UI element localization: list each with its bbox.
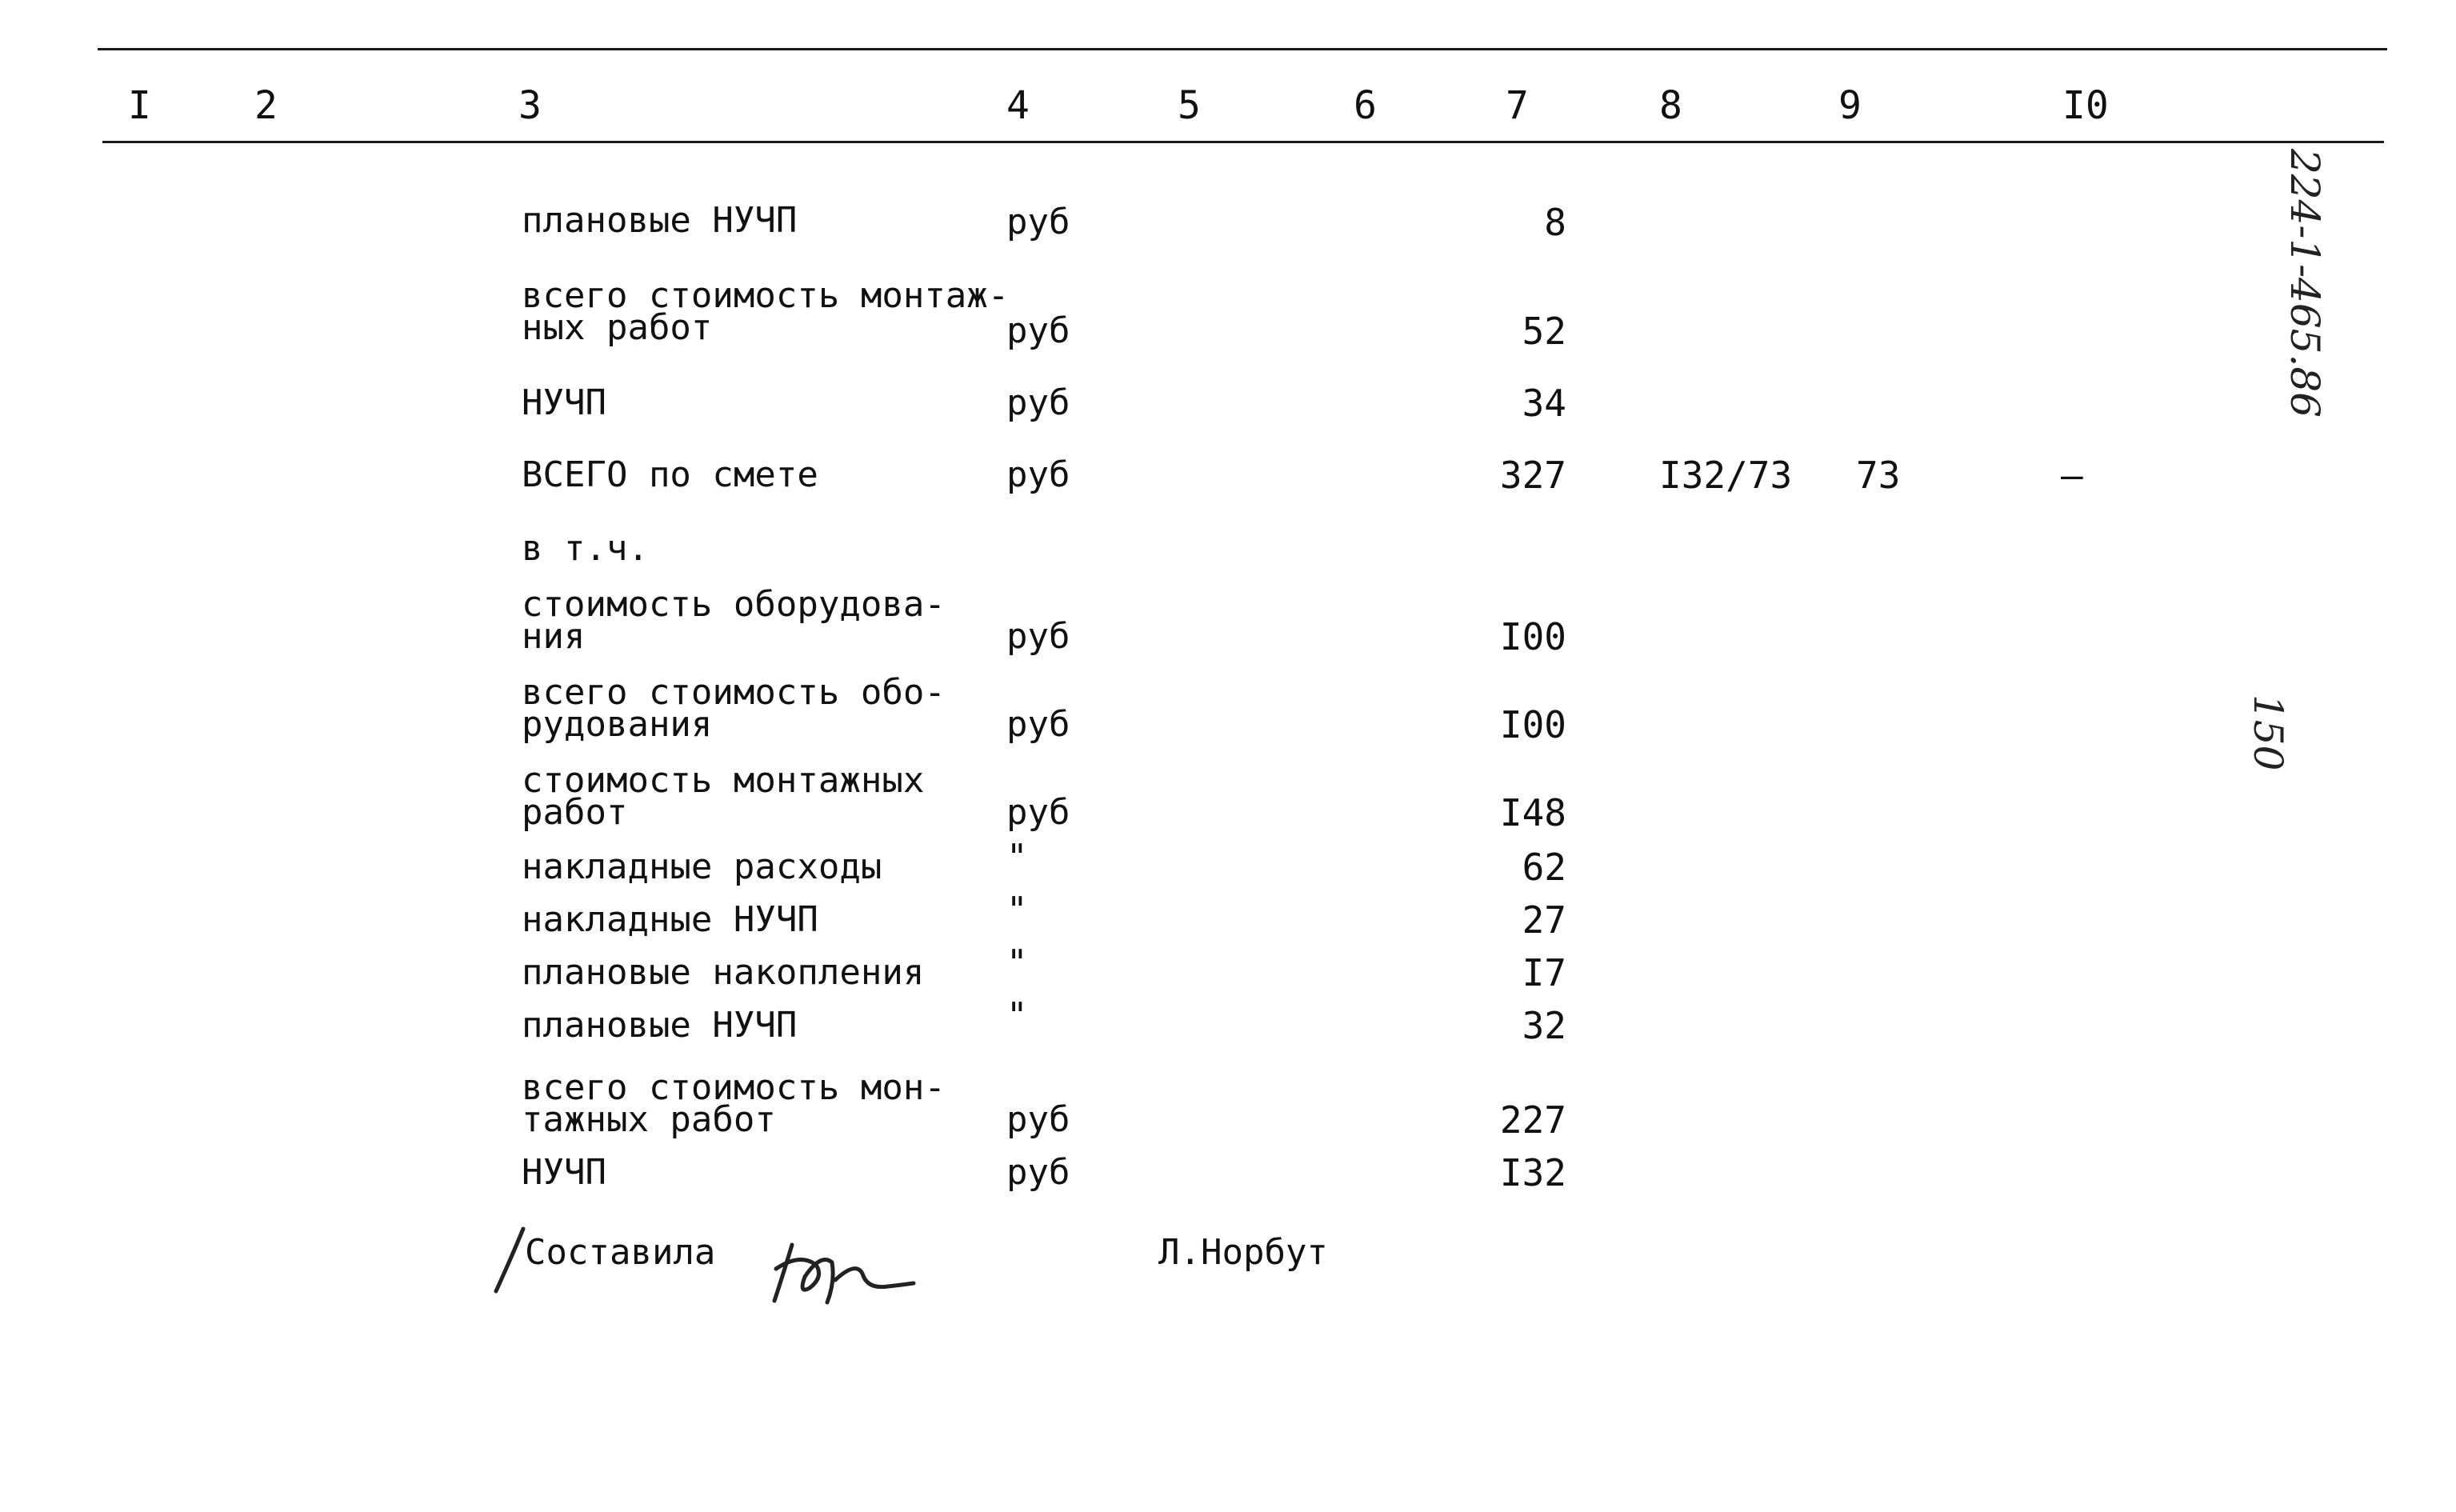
item-unit: руб [1006,1152,1070,1193]
column-header-9: 9 [1838,83,1862,128]
item-total-col7: 34 [1522,382,1566,425]
item-description: плановые НУЧП [522,200,798,241]
item-description: накладные НУЧП [522,899,818,940]
item-total-col7: 327 [1499,454,1566,497]
item-unit: " [1006,837,1028,878]
header-rule [102,141,2384,143]
item-col8: I32/73 [1659,454,1793,497]
item-description: плановые накопления [522,952,925,993]
item-total-col7: 32 [1522,1004,1566,1047]
item-unit: руб [1006,382,1070,423]
column-header-5: 5 [1178,83,1201,128]
column-header-4: 4 [1006,83,1030,128]
item-description: плановые НУЧП [522,1005,798,1046]
item-unit: " [1006,942,1028,983]
column-header-7: 7 [1506,83,1529,128]
item-total-col7: I00 [1499,615,1566,658]
column-header-6: 6 [1354,83,1377,128]
item-total-col7: 227 [1499,1098,1566,1142]
item-total-col7: I00 [1499,703,1566,746]
column-header-1: I [128,83,151,128]
item-description: НУЧП [522,382,606,423]
item-unit: " [1006,890,1028,930]
column-header-2: 2 [254,83,278,128]
item-description: всего стоимость мон- тажных работ [522,1067,946,1140]
item-unit: руб [1006,1099,1070,1140]
item-unit: руб [1006,202,1070,242]
item-unit: руб [1006,704,1070,745]
item-total-col7: 52 [1522,310,1566,353]
item-unit: руб [1006,310,1070,351]
item-description: накладные расходы [522,846,882,887]
compiler-name: Л.Норбут [1158,1232,1328,1273]
item-unit: руб [1006,792,1070,833]
item-description: всего стоимость монтаж- ных работ [522,275,1010,348]
handwritten-signature [768,1221,920,1309]
item-description: ВСЕГО по смете [522,454,818,495]
item-total-col7: I48 [1499,791,1566,834]
item-unit: руб [1006,454,1070,495]
compiled-by-label: Составила [525,1232,716,1273]
item-description: НУЧП [522,1152,606,1193]
item-total-col7: 8 [1544,201,1566,244]
item-total-col7: 62 [1522,846,1566,889]
item-description: стоимость оборудова- ния [522,584,946,657]
column-header-3: 3 [518,83,542,128]
item-total-col7: I32 [1499,1151,1566,1194]
item-unit: руб [1006,616,1070,657]
item-col9: 73 [1856,454,1901,497]
item-total-col7: 27 [1522,898,1566,942]
item-description: всего стоимость обо- рудования [522,672,946,745]
document-code-note: 224-1-465.86 [2282,149,2328,418]
item-col10: – [2061,454,2083,497]
page-number-note: 150 [2245,694,2291,771]
top-rule [98,48,2387,50]
item-description: стоимость монтажных работ [522,760,925,833]
item-unit: " [1006,995,1028,1036]
item-total-col7: I7 [1522,951,1566,994]
column-header-8: 8 [1659,83,1682,128]
item-subheading: в т.ч. [522,528,649,569]
column-header-10: I0 [2062,83,2109,128]
